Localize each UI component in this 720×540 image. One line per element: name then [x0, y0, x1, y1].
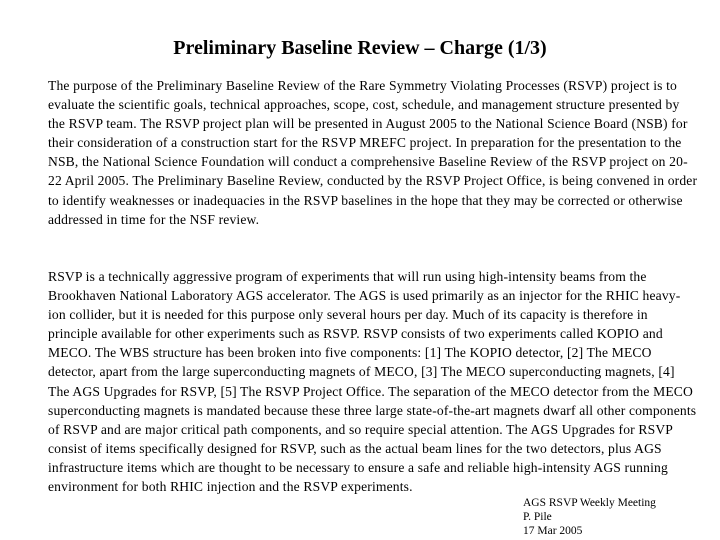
purpose-paragraph: The purpose of the Preliminary Baseline Review of the Rare Symmetry Violating Processes (RSVP) project is to evaluate the scientific goals, technical approaches, scope, cost, schedule, and management structure presented by the RSVP team. The RSVP project plan will be presented in August 2005 to the National Science Board (NSB) for their consideration of a construction start for the RSVP MREFC project. In preparation for the presentation to the NSB, the National Science Foundation will conduct a comprehensive Baseline Review of the RSVP project on 20-22 April 2005. The Preliminary Baseline Review, conducted by the RSVP Project Office, is being convened in order to identify weaknesses or inadequacies in the RSVP baselines in the hope that they may be corrected or otherwise addressed in time for the NSF review. — [48, 78, 698, 227]
slide-footer — [523, 496, 656, 538]
footer-date: 17 Mar 2005 — [523, 525, 583, 537]
footer-presenter: P. Pile — [523, 511, 552, 523]
footer-meeting-name: AGS RSVP Weekly Meeting — [523, 497, 656, 509]
slide-title: Preliminary Baseline Review – Charge (1/3) — [173, 37, 547, 59]
rsvp-description-paragraph: RSVP is a technically aggressive program of experiments that will run using high-intensity beams from the Brookhaven National Laboratory AGS accelerator. The AGS is used primarily as an injector for the RHIC heavy-ion collider, but it is needed for this purpose only several hours per day. Much of its capacity is therefore in principle available for other experiments such as RSVP. RSVP consists of two experiments called KOPIO and MECO. The WBS structure has been broken into five components: [1] The KOPIO detector, [2] The MECO detector, apart from the large superconducting magnets of MECO, [3] The MECO superconducting magnets, [4] The AGS Upgrades for RSVP, [5] The RSVP Project Office. The separation of the MECO detector from the MECO superconducting magnets is mandated because these three large state-of-the-art magnets dwarf all other components of RSVP and are major critical path components, and so require special attention. The AGS Upgrades for RSVP consist of items specifically designed for RSVP, such as the actual beam lines for the two detectors, plus AGS infrastructure items which are thought to be necessary to ensure a safe and reliable high-intensity AGS running environment for both RHIC injection and the RSVP experiments. — [48, 269, 697, 495]
